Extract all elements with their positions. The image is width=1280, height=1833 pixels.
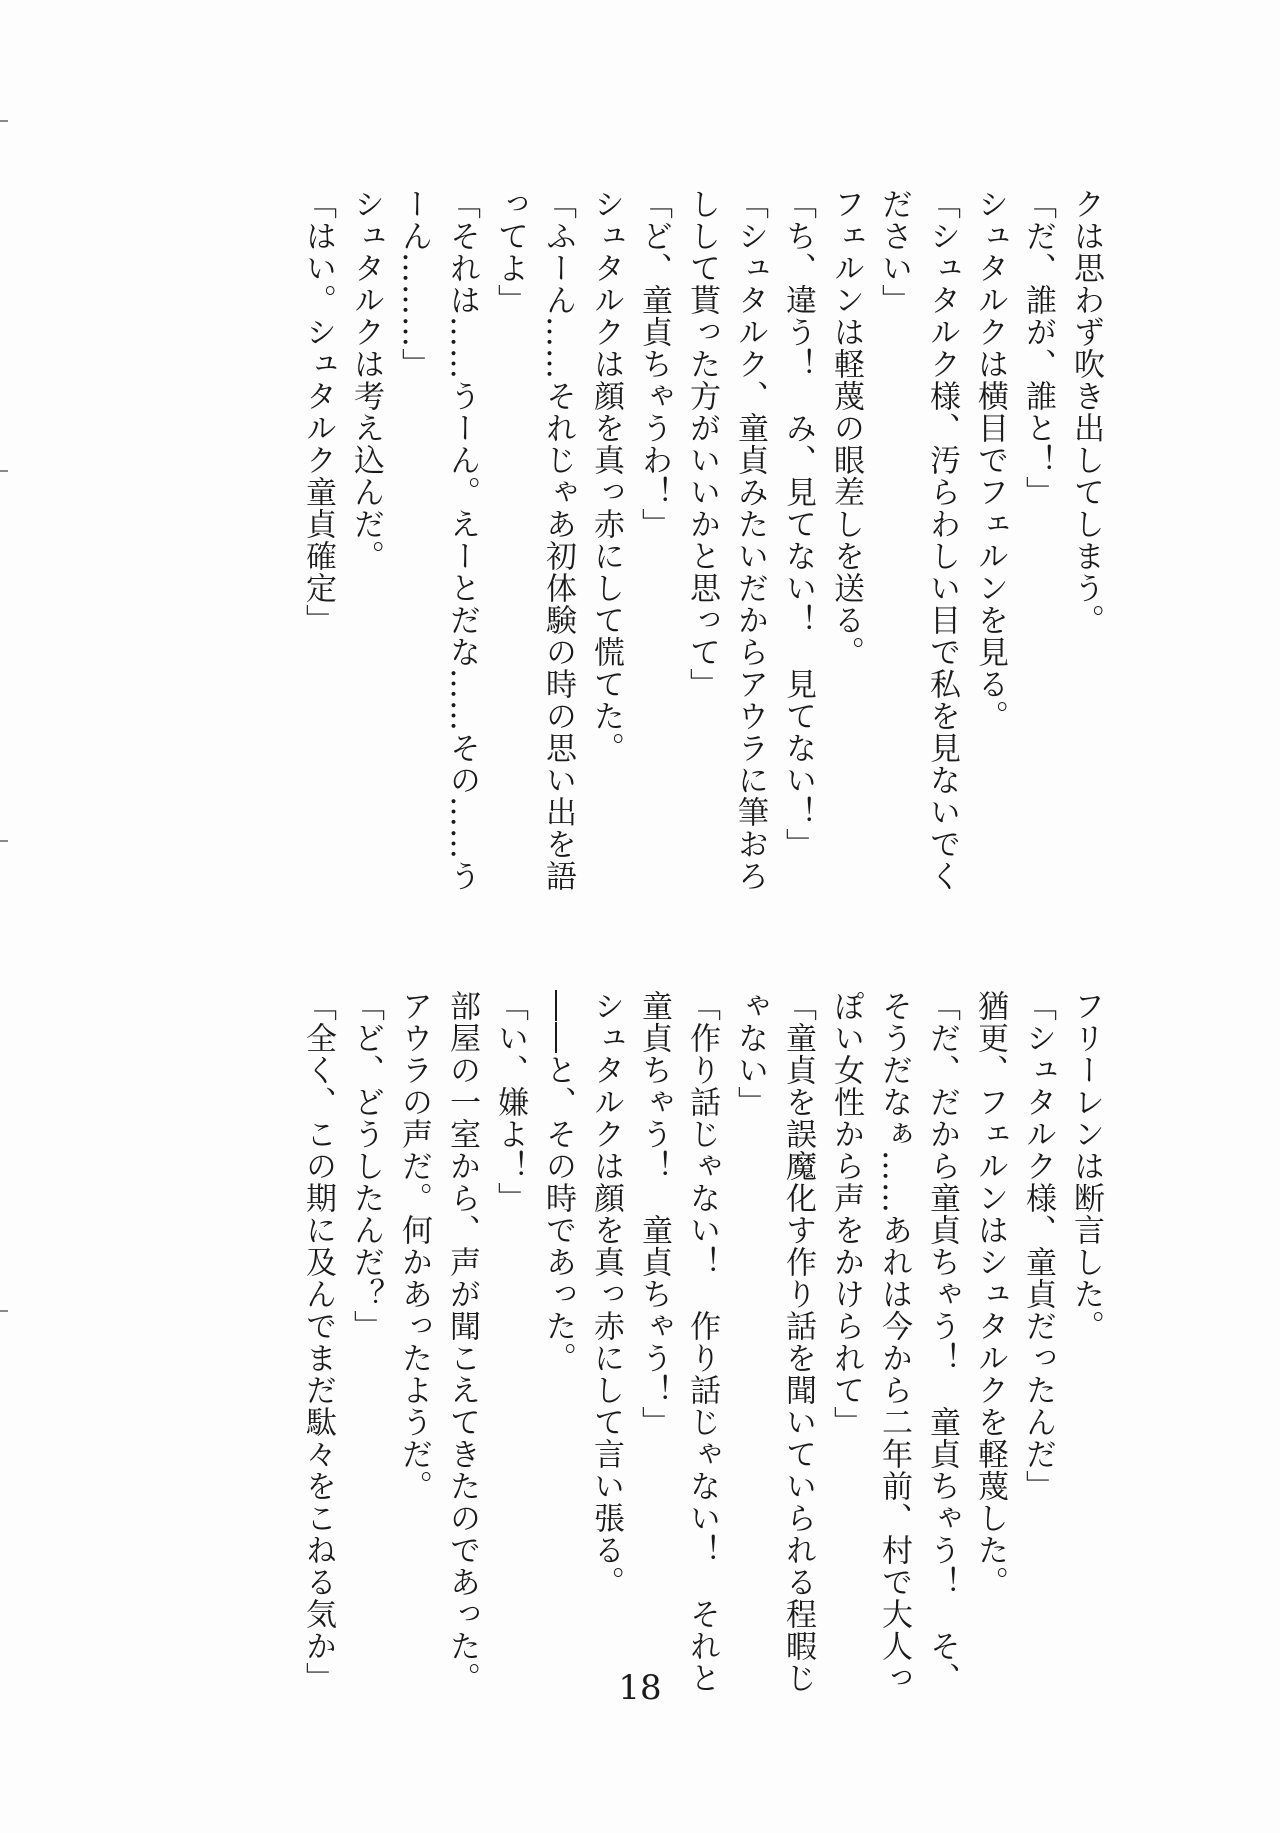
text-line: ぽい女性から声をかけられて」 <box>828 990 864 1438</box>
text-line: 「ち、違う！ み、見てない！ 見てない！」 <box>780 188 816 860</box>
text-line: シュタルクは考え込んだ。 <box>348 188 384 572</box>
text-line: 「シュタルク様、童貞だったんだ」 <box>1020 990 1056 1502</box>
text-line: クは思わず吹き出してしまう。 <box>1068 188 1104 636</box>
text-line: 童貞ちゃう！ 童貞ちゃう！」 <box>636 990 672 1438</box>
text-line: ってよ」 <box>492 188 528 316</box>
text-line: ーん………」 <box>396 188 432 380</box>
top-text-block <box>170 188 1110 968</box>
text-line: 「ど、童貞ちゃうわ！」 <box>636 188 672 540</box>
text-line: 部屋の一室から、声が聞こえてきたのであった。 <box>444 990 480 1694</box>
page-number: 18 <box>618 1668 662 1708</box>
text-line: 「全く、この期に及んでまだ駄々をこねる気か」 <box>300 990 336 1694</box>
text-line: 「ど、どうしたんだ？」 <box>348 990 384 1342</box>
text-line: 「だ、だから童貞ちゃう！ 童貞ちゃう！ そ、 <box>924 990 960 1694</box>
text-line: シュタルクは横目でフェルンを見る。 <box>972 188 1008 732</box>
scan-edge-mark <box>0 470 8 472</box>
scan-edge-mark <box>0 840 8 842</box>
text-line: 猶更、フェルンはシュタルクを軽蔑した。 <box>972 990 1008 1598</box>
text-line: アウラの声だ。何かあったようだ。 <box>396 990 432 1502</box>
text-line: そうだなぁ……あれは今から二年前、村で大人っ <box>876 990 912 1694</box>
text-line: 「だ、誰が、誰と！」 <box>1020 188 1056 508</box>
text-line: 「シュタルク、童貞みたいだからアウラに筆おろ <box>732 188 768 892</box>
text-line: フリーレンは断言した。 <box>1068 990 1104 1342</box>
text-line: ゃない」 <box>732 990 768 1118</box>
text-line: シュタルクは顔を真っ赤にして慌てた。 <box>588 188 624 764</box>
text-line: 「それは……うーん。えーとだな……その……う <box>444 188 480 892</box>
text-line: しして貰った方がいいかと思って」 <box>684 188 720 700</box>
text-line: 「童貞を誤魔化す作り話を聞いていられる程暇じ <box>780 990 816 1694</box>
text-line: 「シュタルク様、汚らわしい目で私を見ないでく <box>924 188 960 892</box>
text-line: フェルンは軽蔑の眼差しを送る。 <box>828 188 864 668</box>
text-line: 「作り話じゃない！ 作り話じゃない！ それと <box>684 990 720 1694</box>
scan-edge-mark <box>0 1310 8 1312</box>
text-line: 「はい。シュタルク童貞確定」 <box>300 188 336 636</box>
text-line: 「い、嫌よ！」 <box>492 990 528 1214</box>
text-line: ――と、その時であった。 <box>540 990 576 1374</box>
text-line: 「ふーん……それじゃあ初体験の時の思い出を語 <box>540 188 576 892</box>
text-line: シュタルクは顔を真っ赤にして言い張る。 <box>588 990 624 1598</box>
text-line: ださい」 <box>876 188 912 316</box>
scan-edge-mark <box>0 120 8 122</box>
